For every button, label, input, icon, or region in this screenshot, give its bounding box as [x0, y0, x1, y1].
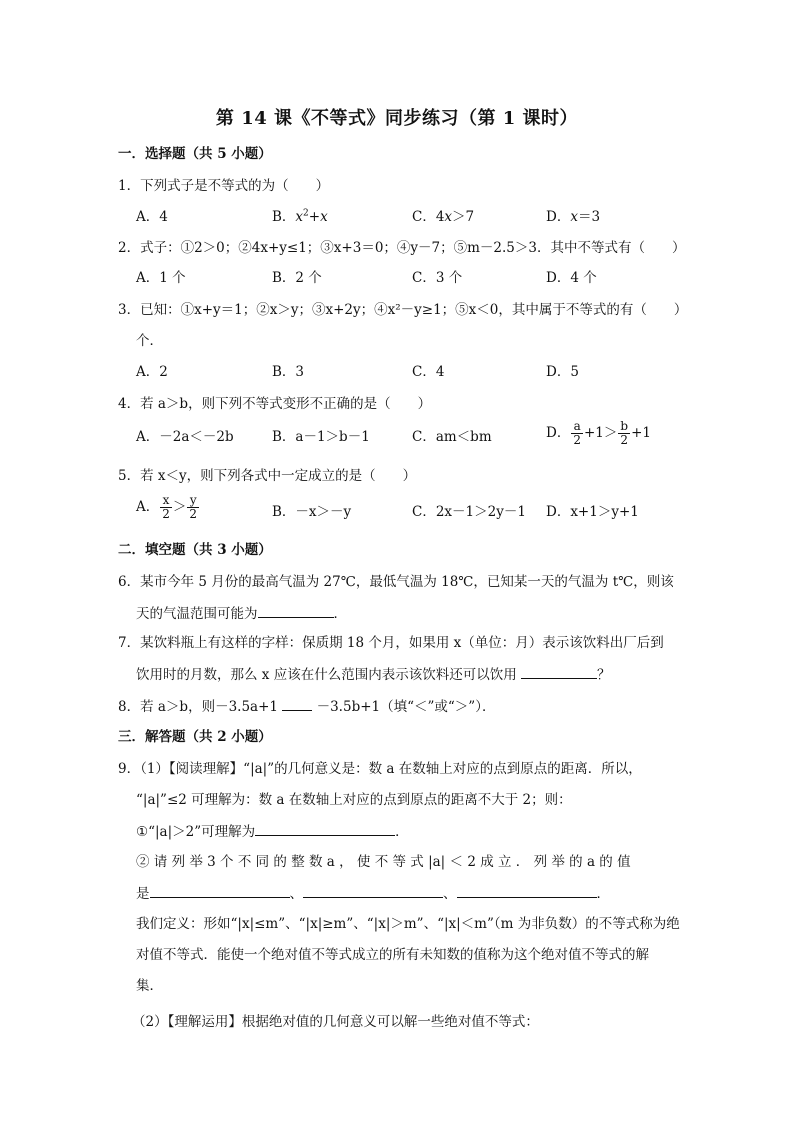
question-7-line-2: 饮用时的月数，那么 x 应该在什么范围内表示该饮料还可以饮用 ？: [136, 664, 611, 685]
section-heading-choice: 一．选择题（共 5 小题）: [118, 146, 272, 162]
question-5-option-c: C．2x－1＞2y－1: [412, 504, 526, 520]
question-8: 8．若 a＞b，则－3.5a+1 －3.5b+1（填“＜”或“＞”）．: [118, 696, 495, 717]
fraction-a-over-2: $\frac{a}{2}$: [573, 419, 581, 447]
question-7-line-1: 7．某饮料瓶上有这样的字样：保质期 18 个月，如果用 x（单位：月）表示该饮料出厂后到: [118, 635, 664, 651]
question-6-line-2: 天的气温范围可能为 ．: [136, 603, 347, 624]
question-2-option-b: B．2 个: [272, 270, 322, 286]
question-3-option-d: D．5: [546, 364, 579, 380]
question-1-option-b: B．$x^2+x$: [272, 208, 328, 225]
question-9-item-2-continued: 是 、 、 ．: [136, 883, 610, 904]
question-3-option-c: C．4: [412, 364, 445, 380]
section-heading-fill-in: 二．填空题（共 3 小题）: [118, 542, 272, 558]
section-heading-solution: 三．解答题（共 2 小题）: [118, 729, 272, 745]
page-title: 第 14 课《不等式》同步练习（第 1 课时）: [215, 108, 579, 129]
question-5-option-b: B．－x＞－y: [272, 504, 352, 520]
question-4-option-b: B．a－1＞b－1: [272, 429, 370, 445]
question-4-option-a: A．－2a＜－2b: [136, 429, 234, 445]
question-9-part-2: （2）【理解运用】根据绝对值的几何意义可以解一些绝对值不等式：: [132, 1014, 539, 1030]
question-6-line-1: 6．某市今年 5 月份的最高气温为 27℃，最低气温为 18℃，已知某一天的气温为 t℃，则该: [118, 574, 674, 590]
question-9-line-2: “|a|”≤2 可理解为：数 a 在数轴上对应的点到原点的距离不大于 2；则：: [136, 792, 572, 808]
answer-blank[interactable]: [521, 664, 597, 679]
question-1-option-c: C．4x＞7: [412, 209, 475, 225]
question-5-option-a: A． $\frac{x}{2}$ ＞ $\frac{y}{2}$: [136, 493, 198, 521]
question-9-item-2: ② 请 列 举 3 个 不 同 的 整 数 a ， 使 不 等 式 |a| ＜ 2 成 立 ． 列 举 的 a 的 值: [136, 854, 631, 870]
fraction-x-over-2: $\frac{x}{2}$: [162, 493, 170, 521]
question-4-option-d: D． $\frac{a}{2}$ +1＞ $\frac{b}{2}$ +1: [546, 419, 651, 447]
question-9-definition-line-3: 集．: [136, 978, 163, 994]
question-9-line-1: 9．（1）【阅读理解】“|a|”的几何意义是：数 a 在数轴上对应的点到原点的距离．所以，: [118, 761, 642, 777]
question-5-option-d: D．x+1＞y+1: [546, 504, 639, 520]
question-2-option-d: D．4 个: [546, 270, 597, 286]
answer-blank[interactable]: [150, 883, 290, 898]
question-3-stem-continued: 个．: [136, 333, 163, 349]
question-1-option-a: A．4: [136, 209, 168, 225]
question-3-stem: 3．已知：①x+y＝1；②x＞y；③x+2y；④x²－y≥1；⑤x＜0，其中属于不等式的有（ ）: [118, 302, 688, 318]
question-3-option-b: B．3: [272, 364, 305, 380]
question-9-definition-line-2: 对值不等式．能使一个绝对值不等式成立的所有未知数的值称为这个绝对值不等式的解: [136, 947, 649, 963]
question-9-definition-line-1: 我们定义：形如“|x|≤m”、“|x|≥m”、“|x|＞m”、“|x|＜m”（m 为非负数）的不等式称为绝: [136, 916, 680, 932]
question-4-option-c: C．am＜bm: [412, 429, 492, 445]
question-2-option-a: A．1 个: [136, 270, 186, 286]
answer-blank[interactable]: [255, 821, 395, 836]
answer-blank[interactable]: [282, 696, 312, 711]
fraction-b-over-2: $\frac{b}{2}$: [620, 419, 629, 447]
question-2-stem: 2．式子：①2＞0；②4x+y≤1；③x+3＝0；④y－7；⑤m－2.5＞3．其中不等式有（ ）: [118, 240, 686, 256]
answer-blank[interactable]: [303, 883, 443, 898]
question-4-stem: 4．若 a＞b，则下列不等式变形不正确的是（ ）: [118, 396, 432, 412]
question-5-stem: 5．若 x＜y，则下列各式中一定成立的是（ ）: [118, 468, 417, 484]
question-9-item-1: ①“|a|＞2”可理解为 ．: [136, 821, 409, 842]
question-1-option-d: D．x＝3: [546, 209, 601, 225]
answer-blank[interactable]: [457, 883, 597, 898]
question-2-option-c: C．3 个: [412, 270, 463, 286]
answer-blank[interactable]: [258, 603, 334, 618]
question-3-option-a: A．2: [136, 364, 168, 380]
fraction-y-over-2: $\frac{y}{2}$: [189, 493, 198, 521]
question-1-stem: 1．下列式子是不等式的为（ ）: [118, 178, 330, 194]
